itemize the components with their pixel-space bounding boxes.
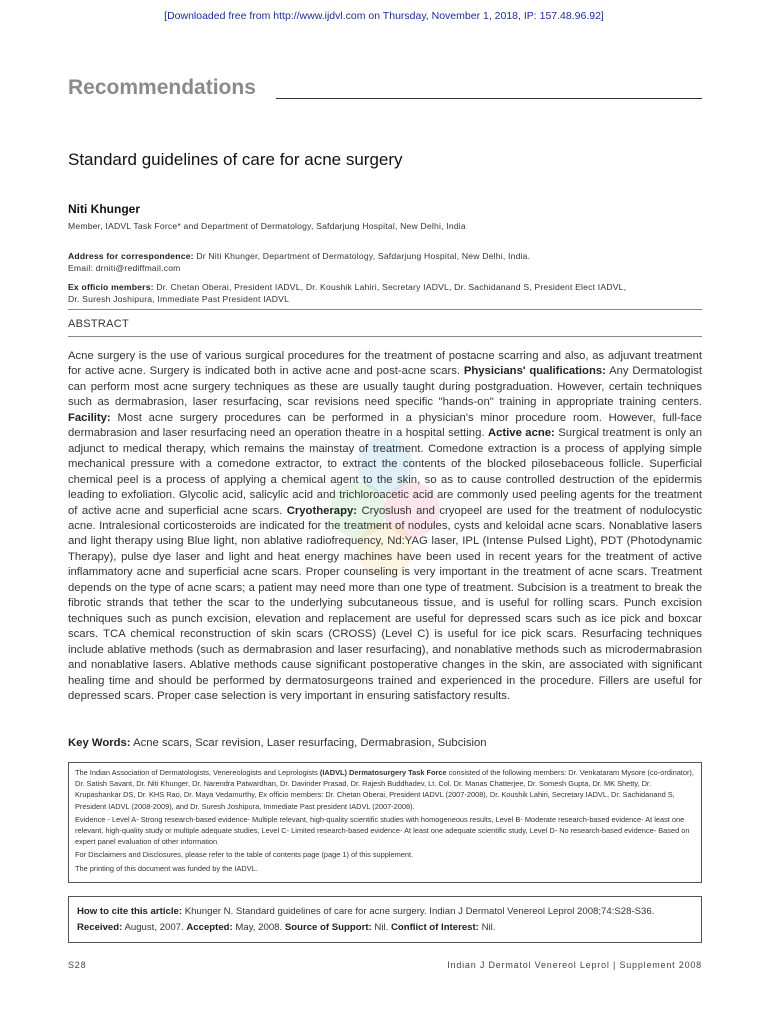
how-to-cite-label: How to cite this article: <box>77 906 183 917</box>
article-dates <box>77 920 693 936</box>
abstract-p2: Any Dermatologist can perform most acne surgery techniques as these are usually taught during postgraduation. However, certain techniques such as dermabrasion, laser resurfacing, scar revisions need specific "hands-on" training in appropriate training centers. <box>68 365 703 409</box>
conflict-label: Conflict of Interest: <box>390 922 479 933</box>
abstract-p4: Surgical treatment is only an adjunct to medical therapy, which remains the mainstay of treatment. Comedone extraction is a process of applying simple mechanical pressure with a comedone extractor, to extract the contents of the blocked pilosebaceous follicle. Superficial chemical peel is a process of applying a chemical agent to the skin, so as to cause controlled destruction of the epidermis leading to exfoliation. Glycolic acid, salicylic acid and trichloroacetic acid are commonly used peeling agents for the treatment of active acne and superficial acne scars. <box>68 427 702 517</box>
section-header <box>68 76 702 102</box>
journal-name: Indian J Dermatol Venereol Leprol | Supplement 2008 <box>447 960 702 970</box>
section-label: Recommendations <box>68 76 256 99</box>
correspondence-text: Dr Niti Khunger, Department of Dermatology, Safdarjung Hospital, New Delhi, India. <box>196 251 531 261</box>
accepted-label: Accepted: <box>186 922 233 933</box>
taskforce-members <box>75 767 695 812</box>
correspondence-email[interactable]: Email: drniti@rediffmail.com <box>68 263 181 273</box>
ex-officio <box>68 281 708 305</box>
taskforce-text-1: The Indian Association of Dermatologists, Venereologists and Leprologists <box>75 768 318 777</box>
how-to-cite-text: Khunger N. Standard guidelines of care for acne surgery. Indian J Dermatol Venereol Leprol 2008;74:S28-S36. <box>184 906 655 917</box>
ex-officio-text-2: Dr. Suresh Joshipura, Immediate Past President IADVL <box>68 294 290 304</box>
how-to-cite <box>77 904 693 920</box>
conflict-value: Nil. <box>481 922 496 933</box>
correspondence <box>68 250 708 274</box>
affiliation: Member, IADVL Task Force* and Department of Dermatology, Safdarjung Hospital, New Delhi, India <box>68 221 466 231</box>
download-banner[interactable]: [Downloaded free from http://www.ijdvl.com on Thursday, November 1, 2018, IP: 157.48.96.92] <box>164 10 604 22</box>
abstract-p5: Cryoslush and cryopeel are used for the treatment of nodulocystic acne. Intralesional corticosteroids are indicated for the treatment of nodules, cysts and keloidal acne scars. Nonablative lasers and light therapy using Blue light, non ablative radiofrequency, Nd:YAG laser, IPL (Intense Pulsed Light), PDT (Photodynamic Therapy), pulse dye laser and light and heat energy machines have been used in recent years for the treatment of active inflammatory acne and superficial acne scars. Proper counseling is very important in the treatment of acne scars. Treatment depends on the type of acne scars; a patient may need more than one type of treatment. Subcision is a treatment to break the fibrotic strands that tether the scar to the underlying subcutaneous tissue, and is useful for rolling scars. Punch excision techniques such as punch excision, elevation and replacement are useful for depressed scars such as ice pick and boxcar scars. TCA chemical reconstruction of skin scars (CROSS) (Level C) is useful for ice pick scars. Resurfacing techniques include ablative methods (such as dermabrasion and laser resurfacing), and nonablative methods such as microdermabrasion and nonablative lasers. Ablative methods cause significant postoperative changes in the skin, are associated with significant healing time and should be performed by dermatosurgeons trained and experienced in the procedure. Fillers are useful for depressed scars. Proper case selection is very important in ensuring satisfactory results. <box>68 504 702 702</box>
evidence-levels: Evidence - Level A- Strong research-based evidence- Multiple relevant, high-quality scientiﬁc studies with homogeneous results, Level B- Moderate research-based evidence- At least one relevant, high-quality study or multiple adequate studies, Level C- Limited research-based evidence- At least one adequate scientiﬁc study, Level D- No research-based evidence- Based on expert panel evaluation of other information <box>75 814 690 847</box>
abstract-label-facility: Facility: <box>68 411 111 424</box>
ex-officio-label: Ex ofﬁcio members: <box>68 282 154 292</box>
taskforce-name: (IADVL) Dermatosurgery Task Force <box>319 768 447 777</box>
taskforce-text-2: consisted of the following members: Dr. Venkataram Mysore (co-ordinator), Dr. Satish Savant, Dr. Niti Khunger, Dr. Narendra Patwardhan, Dr. Davinder Prasad, Dr. Rajesh Buddhadev, Lt. Col. Dr. Manas Chatterjee, Dr. Somesh Gupta, Dr. MK Shetty, Dr. Krupashankar DS, Dr. KHS Rao, Dr. Maya Vedamurthy, Ex ofﬁcio members: Dr. Chetan Oberai, President IADVL (2007-2008), Dr. Koushik Lahiri, Secretary IADVL, Dr. Sachidanand S, President IADVL (2008-2009), and Dr. Suresh Joshipura, Immediate Past president IADVL (2007-2008). <box>75 768 694 811</box>
abstract-label-cryotherapy: Cryotherapy: <box>286 504 358 517</box>
received-label: Received: <box>77 922 123 933</box>
taskforce-box <box>68 762 702 883</box>
article-title: Standard guidelines of care for acne surgery <box>68 150 403 169</box>
section-rule <box>276 98 702 99</box>
support-label: Source of Support: <box>284 922 372 933</box>
keywords <box>68 737 487 749</box>
divider-abstract <box>68 336 702 337</box>
abstract-label-physicians: Physicians' qualifications: <box>463 365 606 378</box>
correspondence-label: Address for correspondence: <box>68 251 194 261</box>
author-name: Niti Khunger <box>68 202 140 216</box>
abstract-body <box>68 349 702 704</box>
abstract-p1: Acne surgery is the use of various surgical procedures for the treatment of postacne scarring and also, as adjuvant treatment for active acne. Surgery is indicated both in active acne and post-acne scars. <box>68 350 702 378</box>
abstract-p3: Most acne surgery procedures can be performed in a physician's minor procedure room. However, full-face dermabrasion and laser resurfacing need an operation theatre in a hospital setting. <box>68 411 702 440</box>
page-number: S28 <box>68 960 87 970</box>
divider-top <box>68 309 702 310</box>
ex-officio-text: Dr. Chetan Oberai, President IADVL, Dr. Koushik Lahiri, Secretary IADVL, Dr. Sachidanand S, President Elect IADVL, <box>156 282 627 292</box>
disclaimer: For Disclaimers and Disclosures, please refer to the table of contents page (page 1) of this supplement. <box>75 850 414 860</box>
abstract-label-active-acne: Active acne: <box>487 427 555 440</box>
support-value: Nil. <box>374 922 389 933</box>
accepted-date: May, 2008. <box>235 922 283 933</box>
keywords-label: Key Words: <box>68 737 131 749</box>
keywords-text: Acne scars, Scar revision, Laser resurfacing, Dermabrasion, Subcision <box>133 737 487 749</box>
abstract-heading: ABSTRACT <box>68 318 130 330</box>
received-date: August, 2007. <box>124 922 184 933</box>
funding-note: The printing of this document was funded by the IADVL. <box>75 863 258 873</box>
citation-box <box>68 896 702 943</box>
